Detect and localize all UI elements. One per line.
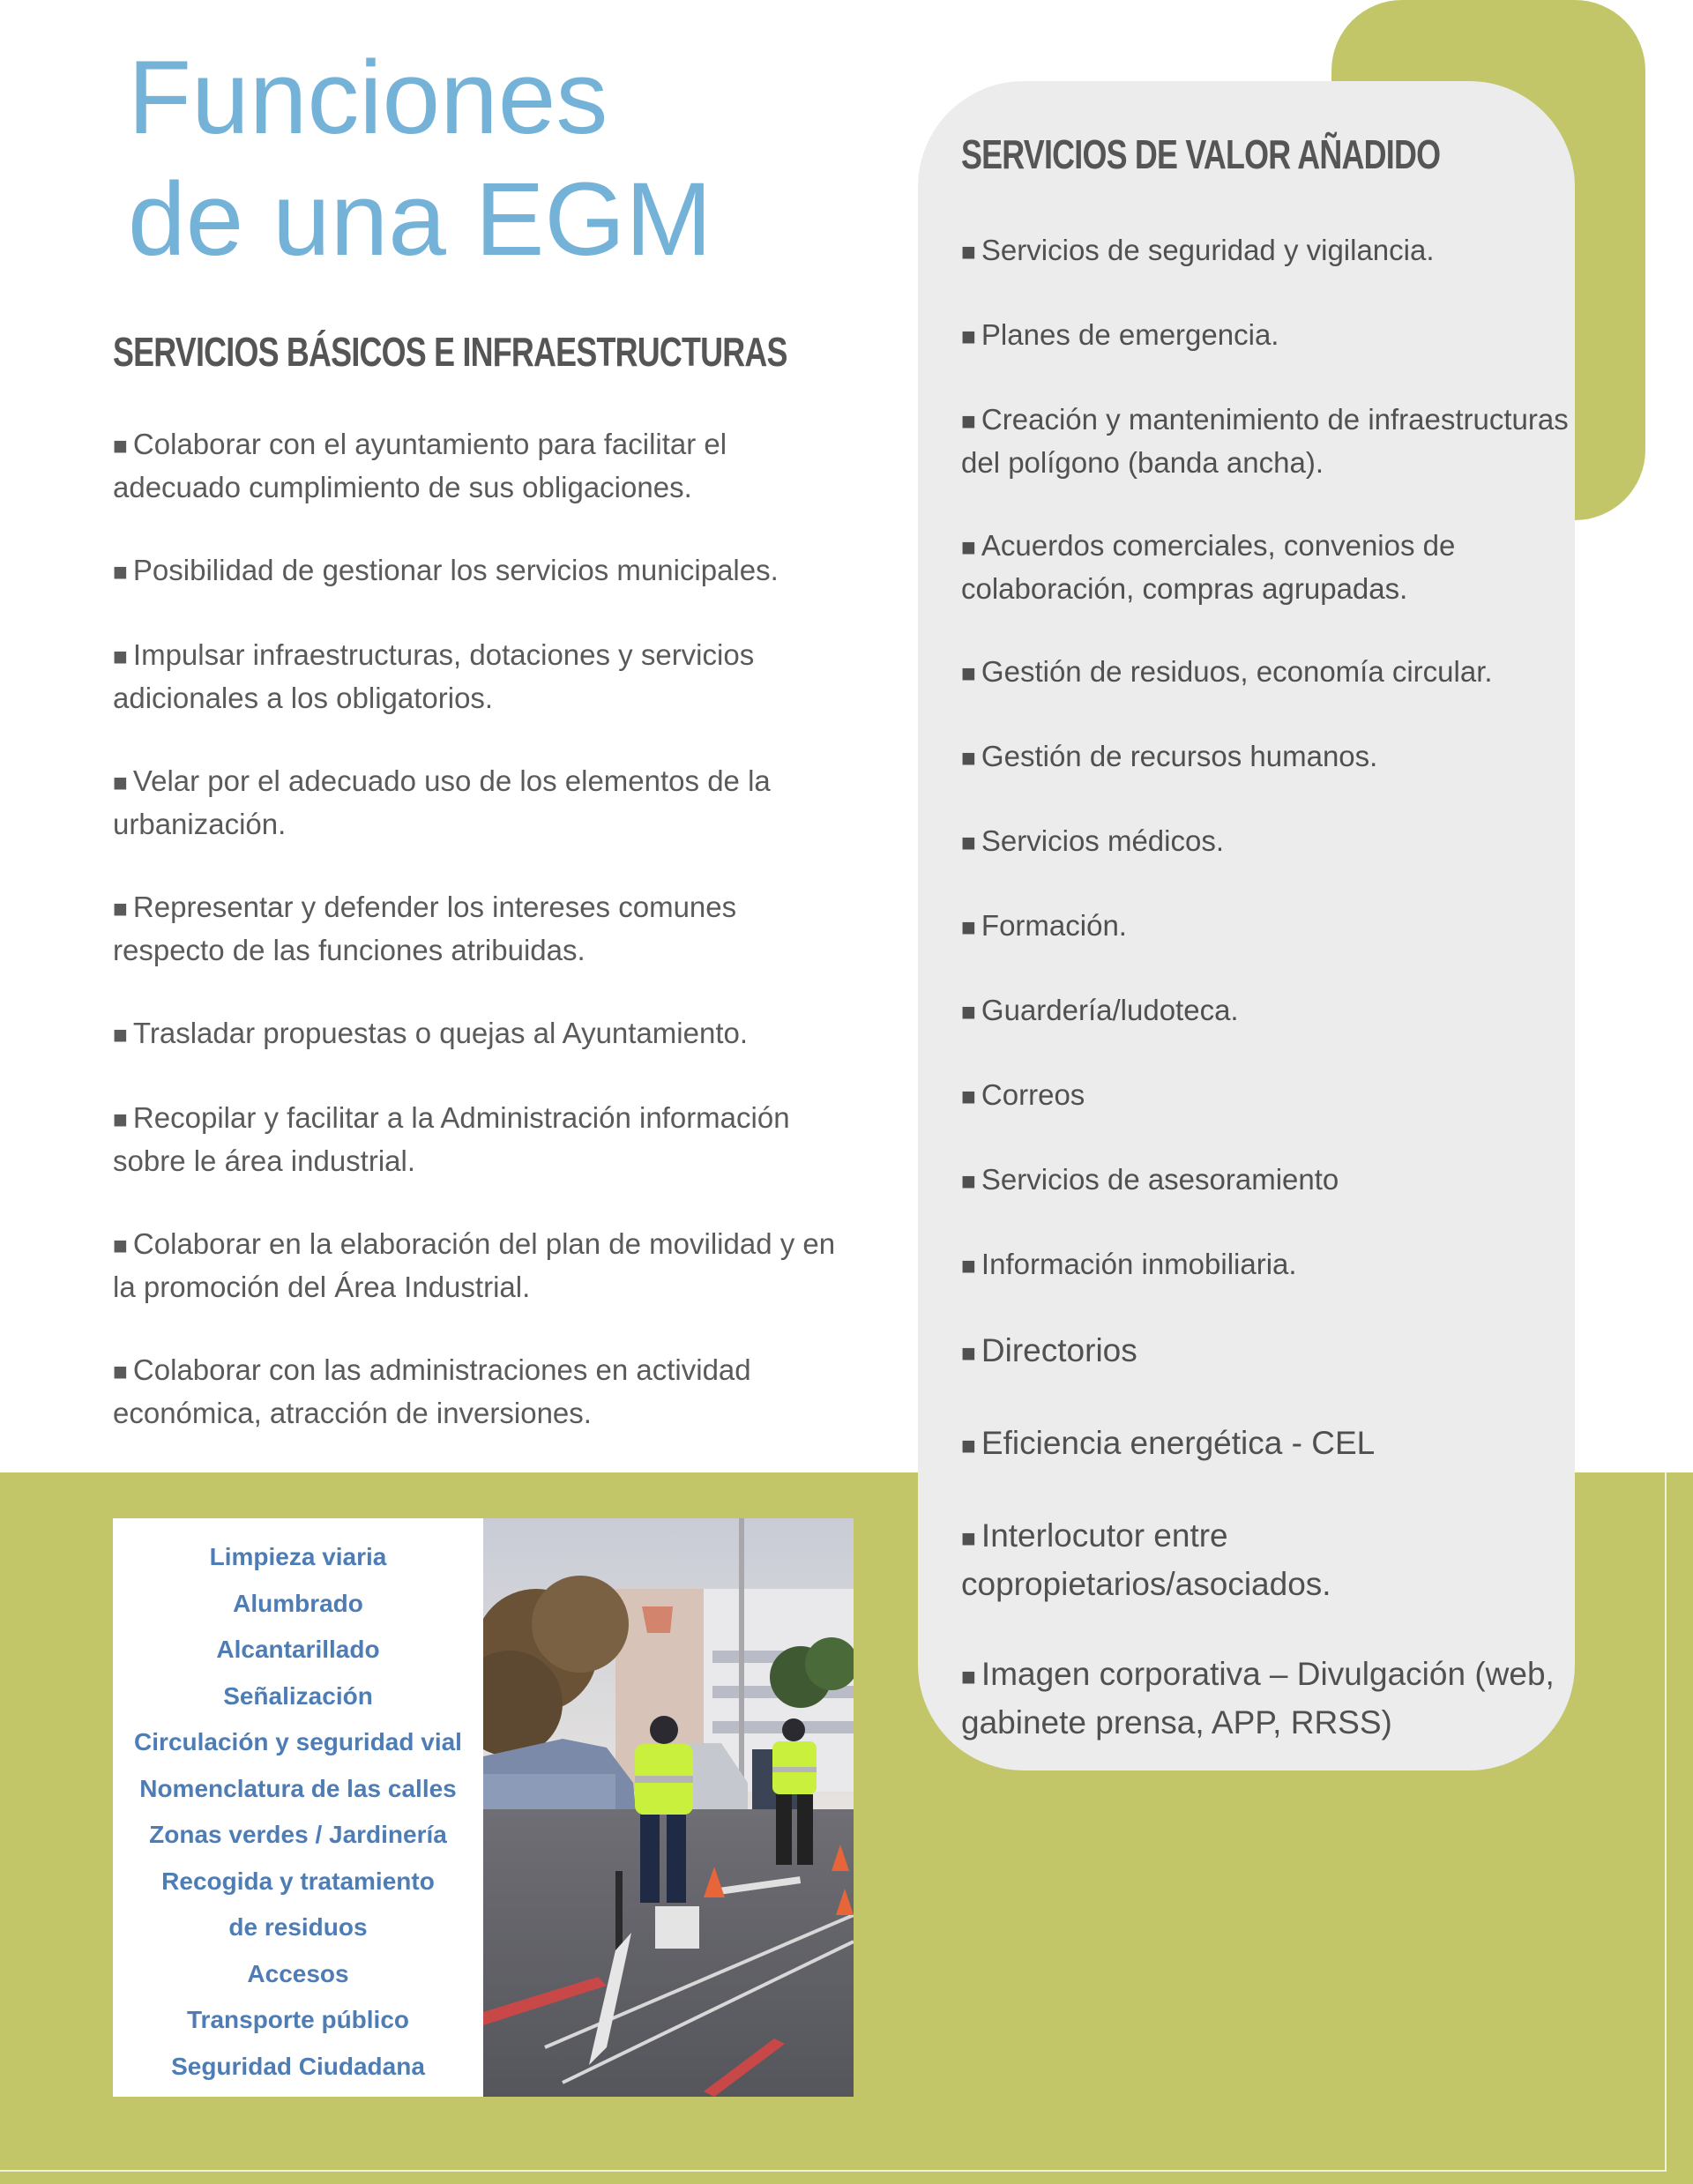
square-bullet-icon: ■ bbox=[113, 1106, 128, 1133]
list-item-text: Gestión de residuos, economía circular. bbox=[981, 655, 1493, 688]
list-item-text: Gestión de recursos humanos. bbox=[981, 740, 1378, 772]
list-item: Accesos bbox=[247, 1959, 349, 1987]
list-item: Recogida y tratamiento bbox=[161, 1867, 435, 1895]
square-bullet-icon: ■ bbox=[961, 1432, 976, 1459]
square-bullet-icon: ■ bbox=[961, 1339, 976, 1367]
list-item: Limpieza viaria bbox=[209, 1543, 387, 1570]
square-bullet-icon: ■ bbox=[961, 1167, 976, 1195]
list-item: Circulación y seguridad vial bbox=[134, 1728, 462, 1755]
list-item bbox=[113, 1349, 836, 1434]
square-bullet-icon: ■ bbox=[961, 407, 976, 435]
list-item bbox=[961, 989, 1578, 1032]
square-bullet-icon: ■ bbox=[961, 323, 976, 350]
list-item: Señalización bbox=[223, 1681, 373, 1710]
list-item: Seguridad Ciudadana bbox=[171, 2052, 425, 2080]
list-item bbox=[113, 423, 836, 508]
square-bullet-icon: ■ bbox=[961, 660, 976, 687]
square-bullet-icon: ■ bbox=[961, 1663, 976, 1690]
square-bullet-icon: ■ bbox=[113, 769, 128, 796]
square-bullet-icon: ■ bbox=[113, 558, 128, 585]
list-item-text: Creación y mantenimiento de infraestructuras del polígono (banda ancha). bbox=[961, 403, 1569, 479]
list-item-text: Posibilidad de gestionar los servicios municipales. bbox=[132, 554, 779, 586]
value-services-list bbox=[961, 229, 1578, 1790]
list-item-text: Recopilar y facilitar a la Administración información sobre le área industrial. bbox=[113, 1101, 790, 1177]
list-item-text: Servicios de asesoramiento bbox=[981, 1163, 1339, 1196]
list-item bbox=[113, 760, 836, 845]
square-bullet-icon: ■ bbox=[113, 643, 128, 670]
list-item-text: Trasladar propuestas o quejas al Ayuntamiento. bbox=[132, 1017, 749, 1049]
list-item bbox=[961, 1513, 1578, 1607]
square-bullet-icon: ■ bbox=[113, 432, 128, 459]
basic-services-heading: SERVICIOS BÁSICOS E INFRAESTRUCTURAS bbox=[113, 329, 787, 375]
list-item-text: Colaborar en la elaboración del plan de movilidad y en la promoción del Área Industrial. bbox=[113, 1227, 836, 1303]
square-bullet-icon: ■ bbox=[961, 998, 976, 1025]
list-item bbox=[961, 651, 1578, 694]
list-item-text: Imagen corporativa – Divulgación (web, gabinete prensa, APP, RRSS) bbox=[961, 1656, 1555, 1740]
square-bullet-icon: ■ bbox=[961, 1252, 976, 1279]
list-item-text: Impulsar infraestructuras, dotaciones y servicios adicionales a los obligatorios. bbox=[113, 638, 755, 714]
square-bullet-icon: ■ bbox=[961, 533, 976, 561]
list-item-text: Colaborar con las administraciones en actividad económica, atracción de inversiones. bbox=[113, 1353, 751, 1429]
list-item: de residuos bbox=[228, 1913, 368, 1941]
road-marking-workers-photo bbox=[483, 1518, 854, 2097]
basic-services-list bbox=[113, 423, 836, 1475]
list-item: Zonas verdes / Jardinería bbox=[149, 1821, 447, 1848]
square-bullet-icon: ■ bbox=[113, 1358, 128, 1385]
page-title bbox=[128, 37, 712, 280]
list-item-text: Correos bbox=[981, 1078, 1085, 1111]
list-item bbox=[961, 905, 1578, 948]
list-item-text: Velar por el adecuado uso de los elementos de la urbanización. bbox=[113, 764, 771, 840]
list-item bbox=[113, 886, 836, 971]
list-item bbox=[113, 634, 836, 719]
list-item bbox=[113, 1223, 836, 1308]
municipal-services-panel bbox=[113, 1518, 483, 2097]
square-bullet-icon: ■ bbox=[961, 1083, 976, 1110]
list-item-text: Información inmobiliaria. bbox=[981, 1248, 1297, 1280]
list-item-text: Colaborar con el ayuntamiento para facilitar el adecuado cumplimiento de sus obligaciones. bbox=[113, 428, 727, 503]
list-item bbox=[961, 735, 1578, 779]
list-item bbox=[113, 1012, 836, 1055]
list-item-text: Acuerdos comerciales, convenios de colaboración, compras agrupadas. bbox=[961, 529, 1456, 605]
title-line-1: Funciones bbox=[128, 40, 608, 156]
list-item bbox=[961, 1420, 1578, 1469]
list-item bbox=[113, 1097, 836, 1181]
list-item bbox=[961, 1243, 1578, 1286]
list-item: Transporte público bbox=[186, 2006, 410, 2033]
list-item bbox=[961, 1074, 1578, 1117]
square-bullet-icon: ■ bbox=[961, 829, 976, 856]
list-item-text: Servicios de seguridad y vigilancia. bbox=[981, 234, 1435, 266]
list-item bbox=[113, 549, 836, 593]
municipal-services-list bbox=[113, 1518, 483, 2090]
value-services-heading: SERVICIOS DE VALOR AÑADIDO bbox=[961, 131, 1441, 177]
list-item-text: Guardería/ludoteca. bbox=[981, 994, 1239, 1026]
list-item bbox=[961, 1328, 1578, 1376]
list-item bbox=[961, 525, 1578, 609]
list-item bbox=[961, 1159, 1578, 1202]
list-item-text: Servicios médicos. bbox=[981, 824, 1225, 857]
square-bullet-icon: ■ bbox=[113, 895, 128, 922]
list-item bbox=[961, 229, 1578, 272]
list-item-text: Interlocutor entre copropietarios/asociados. bbox=[961, 1517, 1331, 1602]
list-item: Alumbrado bbox=[233, 1589, 363, 1617]
square-bullet-icon: ■ bbox=[961, 913, 976, 941]
list-item bbox=[961, 1651, 1578, 1746]
square-bullet-icon: ■ bbox=[961, 1524, 976, 1552]
list-item: Alcantarillado bbox=[216, 1636, 380, 1663]
square-bullet-icon: ■ bbox=[113, 1021, 128, 1048]
list-item: Nomenclatura de las calles bbox=[139, 1774, 457, 1802]
list-item-text: Representar y defender los intereses comunes respecto de las funciones atribuidas. bbox=[113, 891, 737, 966]
title-line-2: de una EGM bbox=[128, 161, 712, 278]
list-item-text: Eficiencia energética - CEL bbox=[981, 1425, 1376, 1461]
list-item-text: Directorios bbox=[981, 1332, 1137, 1368]
square-bullet-icon: ■ bbox=[961, 744, 976, 771]
list-item-text: Planes de emergencia. bbox=[981, 318, 1279, 351]
square-bullet-icon: ■ bbox=[113, 1232, 128, 1259]
photo-illustration bbox=[483, 1518, 854, 2097]
list-item bbox=[961, 820, 1578, 863]
list-item bbox=[961, 399, 1578, 483]
square-bullet-icon: ■ bbox=[961, 238, 976, 265]
list-item bbox=[961, 314, 1578, 357]
list-item-text: Formación. bbox=[981, 909, 1127, 942]
